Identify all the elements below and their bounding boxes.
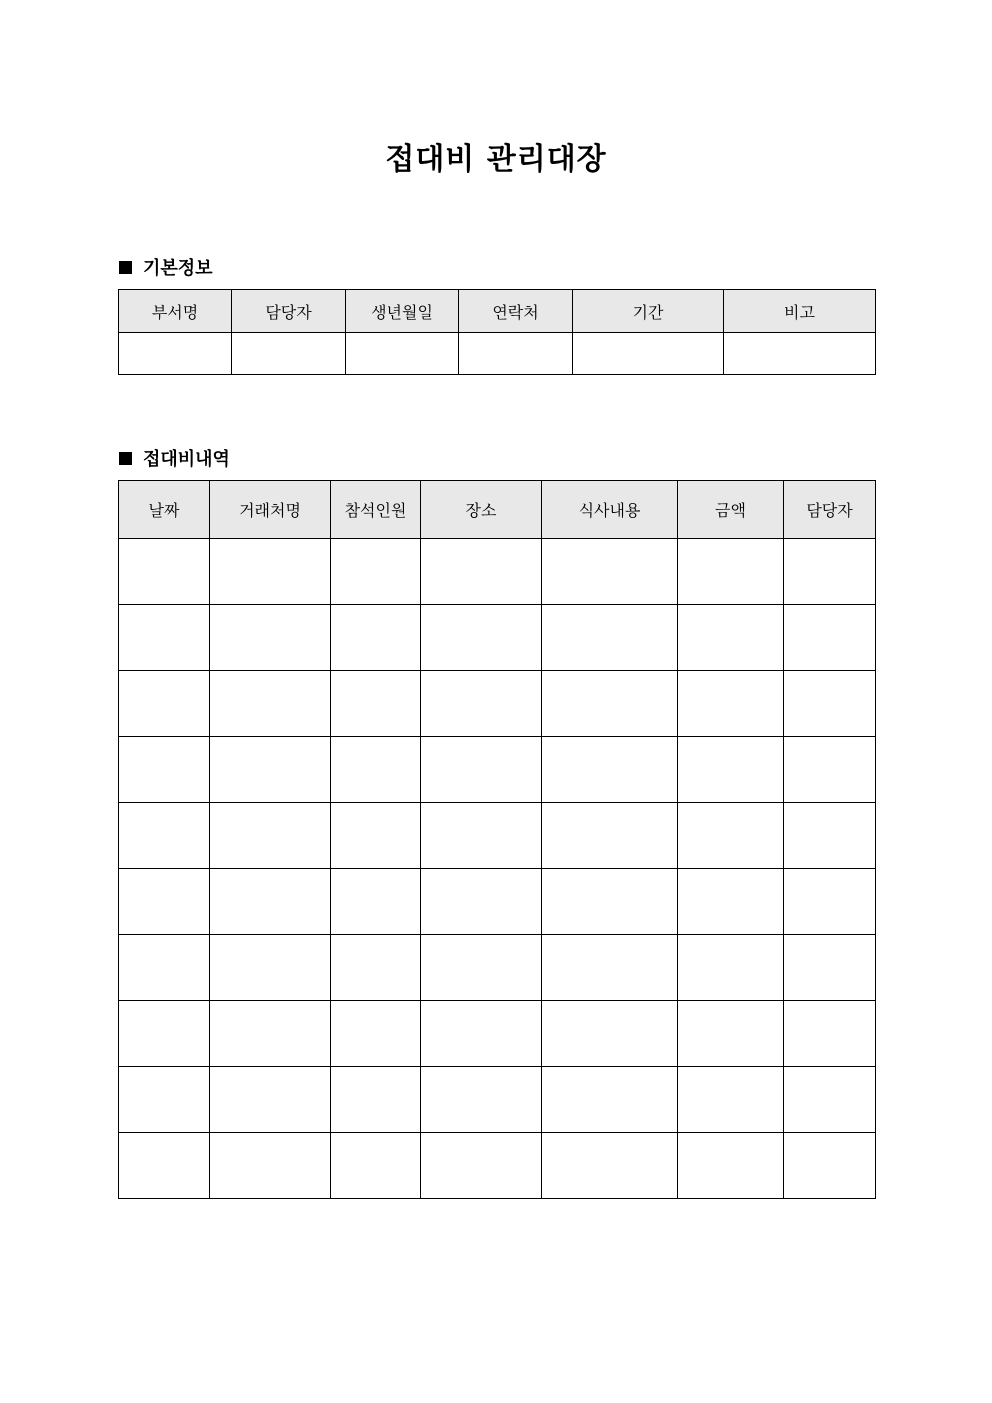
column-header: 금액 xyxy=(678,481,784,539)
table-row xyxy=(119,803,876,869)
table-cell[interactable] xyxy=(119,333,232,375)
table-cell[interactable] xyxy=(210,671,331,737)
table-cell[interactable] xyxy=(210,935,331,1001)
table-cell[interactable] xyxy=(542,1067,678,1133)
table-cell[interactable] xyxy=(232,333,346,375)
table-cell[interactable] xyxy=(678,737,784,803)
table-cell[interactable] xyxy=(678,1067,784,1133)
column-header: 장소 xyxy=(421,481,542,539)
table-cell[interactable] xyxy=(678,935,784,1001)
table-cell[interactable] xyxy=(784,935,876,1001)
table-cell[interactable] xyxy=(119,1067,210,1133)
table-cell[interactable] xyxy=(678,1133,784,1199)
table-cell[interactable] xyxy=(210,605,331,671)
table-cell[interactable] xyxy=(331,803,421,869)
table-cell[interactable] xyxy=(784,1001,876,1067)
table-cell[interactable] xyxy=(542,1133,678,1199)
table-cell[interactable] xyxy=(542,803,678,869)
table-cell[interactable] xyxy=(331,1133,421,1199)
table-cell[interactable] xyxy=(210,1001,331,1067)
table-cell[interactable] xyxy=(421,605,542,671)
table-cell[interactable] xyxy=(678,605,784,671)
expense-details-table xyxy=(118,480,876,1199)
table-cell[interactable] xyxy=(421,671,542,737)
table-cell[interactable] xyxy=(542,869,678,935)
table-cell[interactable] xyxy=(119,539,210,605)
table-cell[interactable] xyxy=(542,605,678,671)
table-cell[interactable] xyxy=(421,539,542,605)
table-row xyxy=(119,737,876,803)
expense-details-heading-label: 접대비내역 xyxy=(143,449,230,470)
table-cell[interactable] xyxy=(119,671,210,737)
table-cell[interactable] xyxy=(331,539,421,605)
column-header: 식사내용 xyxy=(542,481,678,539)
table-header-row xyxy=(119,481,876,539)
table-cell[interactable] xyxy=(210,869,331,935)
table-cell[interactable] xyxy=(331,671,421,737)
basic-info-table xyxy=(118,289,876,375)
table-cell[interactable] xyxy=(573,333,724,375)
table-cell[interactable] xyxy=(678,803,784,869)
table-cell[interactable] xyxy=(542,935,678,1001)
table-cell[interactable] xyxy=(724,333,876,375)
table-row xyxy=(119,869,876,935)
basic-info-heading xyxy=(119,254,213,280)
table-cell[interactable] xyxy=(421,737,542,803)
table-cell[interactable] xyxy=(421,1067,542,1133)
table-cell[interactable] xyxy=(678,671,784,737)
table-row xyxy=(119,671,876,737)
table-cell[interactable] xyxy=(784,869,876,935)
table-cell[interactable] xyxy=(678,1001,784,1067)
table-row xyxy=(119,1067,876,1133)
table-cell[interactable] xyxy=(459,333,573,375)
table-cell[interactable] xyxy=(421,935,542,1001)
table-cell[interactable] xyxy=(331,1001,421,1067)
column-header: 담당자 xyxy=(232,290,346,333)
table-row xyxy=(119,1133,876,1199)
column-header: 연락처 xyxy=(459,290,573,333)
table-row xyxy=(119,539,876,605)
table-cell[interactable] xyxy=(331,605,421,671)
table-cell[interactable] xyxy=(542,671,678,737)
table-cell[interactable] xyxy=(210,803,331,869)
column-header: 담당자 xyxy=(784,481,876,539)
table-cell[interactable] xyxy=(119,803,210,869)
table-row xyxy=(119,1001,876,1067)
table-cell[interactable] xyxy=(678,539,784,605)
document-title: 접대비 관리대장 xyxy=(385,142,607,177)
square-bullet-icon xyxy=(119,261,132,274)
table-cell[interactable] xyxy=(784,1067,876,1133)
column-header: 거래처명 xyxy=(210,481,331,539)
table-cell[interactable] xyxy=(119,1001,210,1067)
table-cell[interactable] xyxy=(784,1133,876,1199)
table-cell[interactable] xyxy=(784,671,876,737)
table-cell[interactable] xyxy=(421,1133,542,1199)
table-cell[interactable] xyxy=(542,1001,678,1067)
table-cell[interactable] xyxy=(784,539,876,605)
table-cell[interactable] xyxy=(346,333,459,375)
table-cell[interactable] xyxy=(119,605,210,671)
column-header: 날짜 xyxy=(119,481,210,539)
table-header-row xyxy=(119,290,876,333)
table-cell[interactable] xyxy=(210,539,331,605)
table-row xyxy=(119,333,876,375)
table-cell[interactable] xyxy=(210,1067,331,1133)
table-cell[interactable] xyxy=(331,935,421,1001)
column-header: 부서명 xyxy=(119,290,232,333)
table-cell[interactable] xyxy=(784,803,876,869)
table-cell[interactable] xyxy=(119,1133,210,1199)
table-cell[interactable] xyxy=(119,935,210,1001)
column-header: 생년월일 xyxy=(346,290,459,333)
column-header: 기간 xyxy=(573,290,724,333)
table-cell[interactable] xyxy=(331,737,421,803)
table-cell[interactable] xyxy=(210,737,331,803)
table-cell[interactable] xyxy=(542,737,678,803)
table-cell[interactable] xyxy=(210,1133,331,1199)
table-cell[interactable] xyxy=(331,869,421,935)
table-cell[interactable] xyxy=(678,869,784,935)
square-bullet-icon xyxy=(119,452,132,465)
column-header: 비고 xyxy=(724,290,876,333)
table-cell[interactable] xyxy=(784,605,876,671)
table-row xyxy=(119,935,876,1001)
table-row xyxy=(119,605,876,671)
table-cell[interactable] xyxy=(119,869,210,935)
table-cell[interactable] xyxy=(421,869,542,935)
table-cell[interactable] xyxy=(421,1001,542,1067)
table-cell[interactable] xyxy=(542,539,678,605)
column-header: 참석인원 xyxy=(331,481,421,539)
table-cell[interactable] xyxy=(784,737,876,803)
basic-info-heading-label: 기본정보 xyxy=(143,258,213,279)
table-cell[interactable] xyxy=(331,1067,421,1133)
expense-details-heading xyxy=(119,445,230,471)
table-cell[interactable] xyxy=(421,803,542,869)
table-cell[interactable] xyxy=(119,737,210,803)
